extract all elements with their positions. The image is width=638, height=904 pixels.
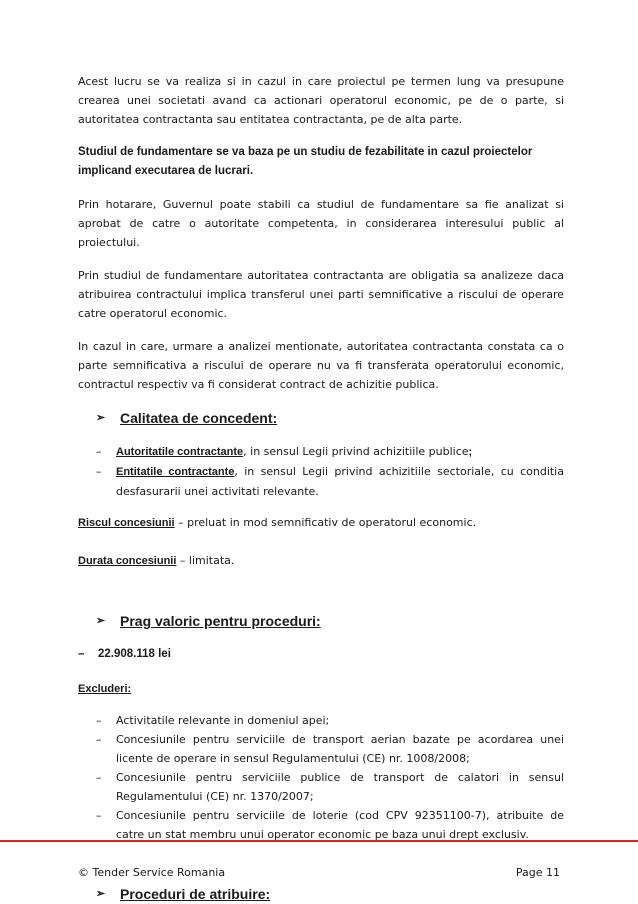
- dash-bullet-icon: –: [96, 733, 102, 746]
- durata-text: – limitata.: [176, 554, 235, 567]
- risc-text: – preluat in mod semnificativ de operatorul economic.: [174, 516, 477, 529]
- section-heading-text: Calitatea de concedent:: [120, 410, 278, 426]
- arrow-bullet-icon: ➢: [96, 615, 106, 627]
- paragraph-5: In cazul in care, urmare a analizei mentionate, autoritatea contractanta constata ca o parte semnificativa a riscului de operare nu va fi transferata operatorului economic, contractul respectiv va fi considerat contract de achizitie publica.: [78, 340, 564, 391]
- list-item: [78, 768, 564, 806]
- page-content: [78, 72, 564, 904]
- concedent-list: [78, 442, 564, 501]
- dash-bullet-icon: –: [78, 648, 85, 660]
- item-text: , in sensul Legii privind achizitiile publice: [243, 445, 469, 458]
- arrow-bullet-icon: ➢: [96, 412, 106, 424]
- risc-label: Riscul concesiunii: [78, 517, 175, 529]
- item-text: Activitatile relevante in domeniul apei;: [116, 714, 330, 727]
- dash-bullet-icon: –: [96, 714, 102, 727]
- item-text: Concesiunile pentru serviciile de loterie (cod CPV 92351100-7), atribuite de catre un stat membru unui operator economic pe baza unui drept exclusiv.: [116, 809, 564, 841]
- section-heading-calitatea: [78, 408, 564, 428]
- prag-value: 22.908.118 lei: [98, 648, 171, 660]
- dash-bullet-icon: –: [96, 771, 102, 784]
- paragraph-2-bold: Studiul de fundamentare se va baza pe un studiu de fezabilitate in cazul proiectelor implicand executarea de lucrari.: [78, 146, 533, 177]
- footer-page-number: Page 11: [515, 866, 560, 879]
- excluderi-list: [78, 711, 564, 844]
- list-item: [78, 462, 564, 501]
- item-tail: ;: [468, 446, 473, 458]
- prag-value-line: [78, 645, 564, 664]
- section-heading-proceduri: [78, 884, 564, 904]
- dash-bullet-icon: –: [96, 445, 102, 458]
- arrow-bullet-icon: ➢: [96, 888, 106, 900]
- list-item: [78, 806, 564, 844]
- list-item: [78, 711, 564, 730]
- item-bold-term: Autoritatile contractante: [116, 446, 244, 458]
- footer-copyright: © Tender Service Romania: [78, 866, 226, 879]
- paragraph-4: Prin studiul de fundamentare autoritatea contractanta are obligatia sa analizeze daca atribuirea contractului implica transferul unei parti semnificative a riscului de operare catre operatorul economic.: [78, 269, 564, 320]
- section-heading-text: Prag valoric pentru proceduri:: [120, 613, 321, 629]
- section-heading-text: Proceduri de atribuire:: [120, 886, 271, 902]
- paragraph-1: Acest lucru se va realiza si in cazul in care proiectul pe termen lung va presupune crearea unei societati avand ca actionari operatorul economic, pe de o parte, si autoritatea contractanta sau entitatea contractanta, pe de alta parte.: [78, 75, 564, 126]
- list-item: [78, 730, 564, 768]
- item-text: Concesiunile pentru serviciile de transport aerian bazate pe acordarea unei licente de operare in sensul Regulamentului (CE) nr. 1008/2008;: [116, 733, 564, 765]
- paragraph-3: Prin hotarare, Guvernul poate stabili ca studiul de fundamentare sa fie analizat si aprobat de catre o autoritate competenta, in considerarea interesului public al proiectului.: [78, 198, 564, 249]
- durata-label: Durata concesiunii: [78, 555, 177, 567]
- risc-line: [78, 513, 564, 533]
- dash-bullet-icon: –: [96, 465, 102, 478]
- dash-bullet-icon: –: [96, 809, 102, 822]
- durata-line: [78, 551, 564, 571]
- item-text: , in sensul Legii privind achizitiile sectoriale, cu conditia desfasurarii unei activitati relevante.: [116, 465, 564, 498]
- section-heading-prag: [78, 611, 564, 631]
- item-text: Concesiunile pentru serviciile publice de transport de calatori in sensul Regulamentului (CE) nr. 1370/2007;: [116, 771, 564, 803]
- item-bold-term: Entitatile contractante: [116, 466, 235, 478]
- footer-rule: [0, 840, 638, 842]
- excluderi-label: Excluderi:: [78, 683, 132, 695]
- list-item: [78, 442, 564, 462]
